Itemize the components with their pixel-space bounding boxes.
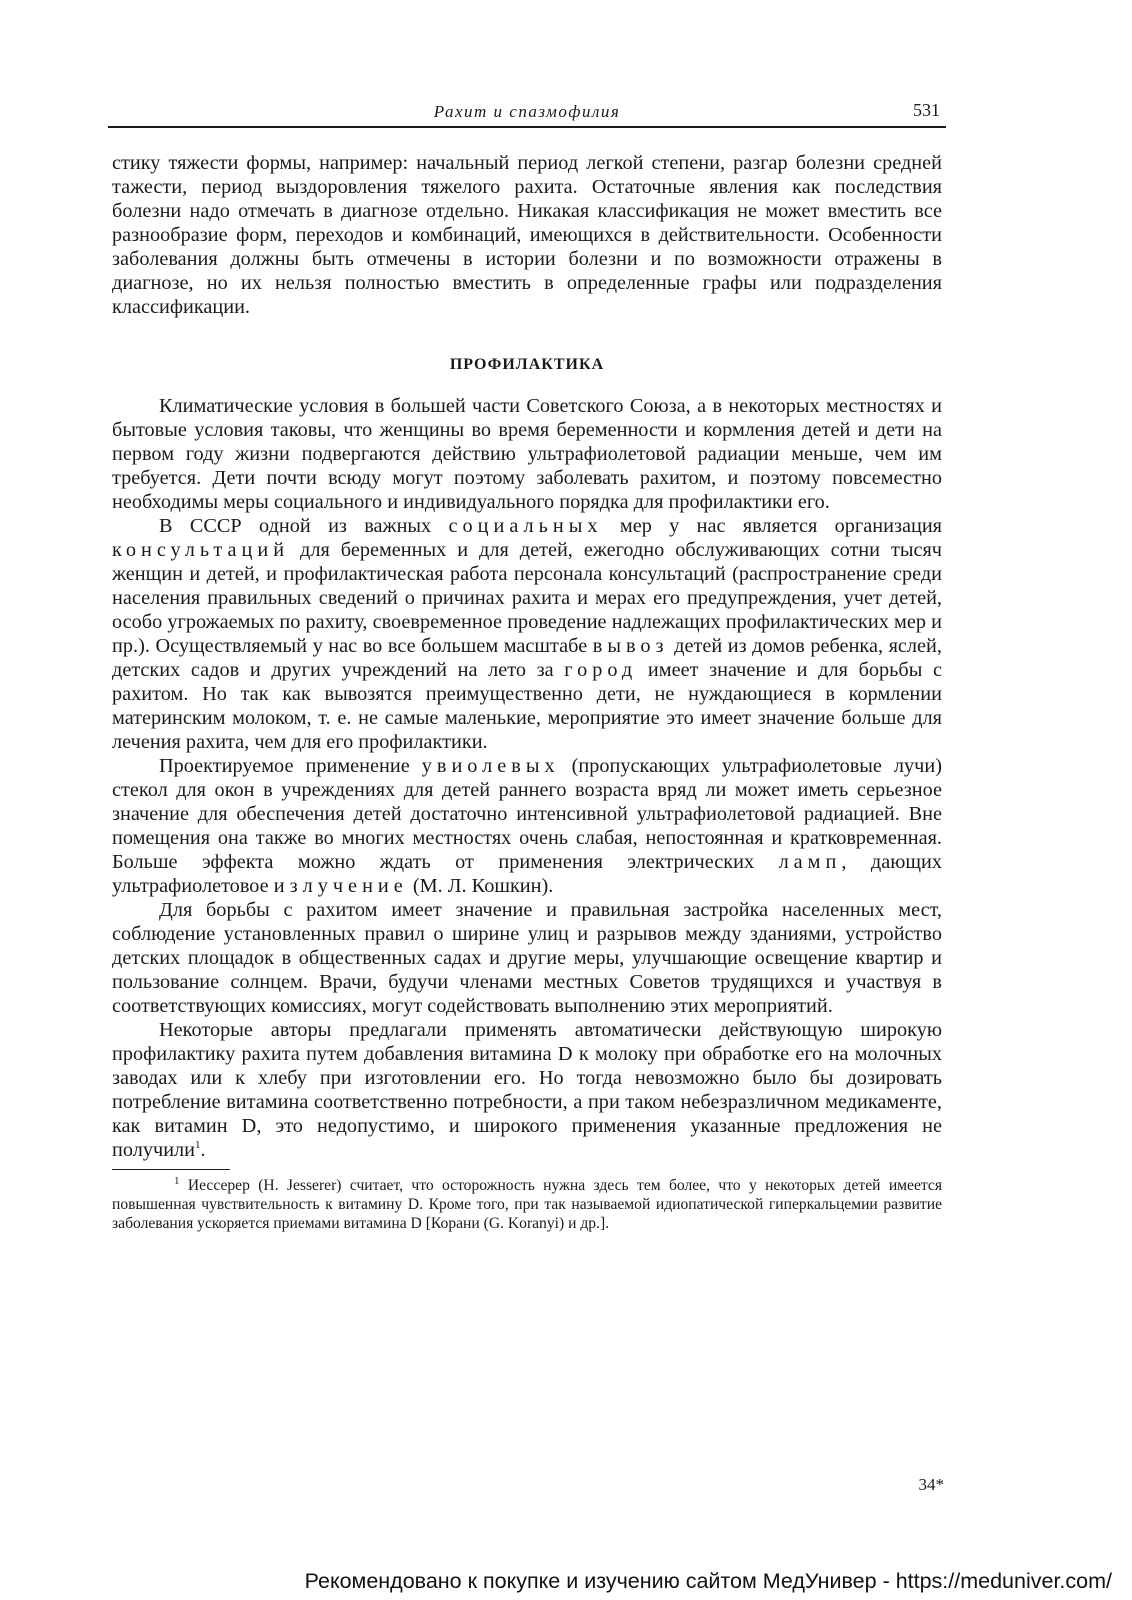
paragraph-5-end: . bbox=[200, 1139, 206, 1161]
emphasis-uviol: увиолевых bbox=[421, 755, 560, 777]
section-heading: ПРОФИЛАКТИКА bbox=[449, 356, 605, 373]
emphasis-social: социальных bbox=[448, 515, 603, 537]
paragraph-2-text: мер у нас является организация bbox=[602, 515, 942, 537]
running-title: Рахит и спазмофилия bbox=[433, 102, 621, 121]
paragraph-3-text: (пропускающих ультрафиолетовые лучи) стекол для окон в учреждениях для детей раннего возраста вряд ли может иметь серьезное значение для обеспечения детей достаточно интенсивной ультрафиолетовой радиацией. Вне помещения она также во многих местностях очень слабая, непостоянная и кратковременная. Больше эффекта можно ждать от применения электрических bbox=[112, 755, 942, 873]
footnote bbox=[112, 1176, 942, 1233]
signature-mark: 34* bbox=[918, 1475, 944, 1494]
emphasis-consultations: консультаций bbox=[112, 539, 290, 561]
emphasis-radiation: излучение bbox=[273, 875, 408, 897]
footnote-text: Иессерер (H. Jesserer) считает, что осторожность нужна здесь тем более, что у некоторых детей имеется повышенная чувствительность к витамину D. Кроме того, при так называемой идиопатической гиперкальцемии развитие заболевания ускоряется приемами витамина D [Корани (G. Koranyi) и др.]. bbox=[112, 1177, 942, 1232]
paragraph-1: Климатические условия в большей части Советского Союза, а в некоторых местностях и бытовые условия таковы, что женщины во время беременности и кормления детей и дети на первом году жизни подвергаются действию ультрафиолетовой радиации меньше, чем им требуется. Дети почти всюду могут поэтому заболевать рахитом, и поэтому повсеместно необходимы меры социального и индивидуального порядка для профилактики его. bbox=[112, 395, 942, 513]
intro-paragraph: стику тяжести формы, например: начальный период легкой степени, разгар болезни средней тажести, период выздоровления тяжелого рахита. Остаточные явления как последствия болезни надо отмечать в диагнозе отдельно. Никакая классификация не может вместить все разнообразие форм, переходов и комбинаций, имеющихся в действительности. Особенности заболевания должны быть отмечены в истории болезни и по возможности отражены в диагнозе, но их нельзя полностью вместить в определенные графы или подразделения классификации. bbox=[112, 152, 942, 318]
emphasis-lamps: ламп bbox=[778, 851, 842, 873]
paragraph-3-text: , дающих ультрафиолетовое bbox=[112, 851, 942, 897]
footnote-mark: 1 bbox=[174, 1174, 180, 1187]
paragraph-2-text: для беременных и для детей, ежегодно обслуживающих сотни тысяч женщин и детей, и профилактическая работа персонала консультаций (распространение среди населения правильных сведений о причинах рахита и мерах его предупреждения, учет детей, особо угрожаемых по рахиту, своевременное проведение надлежащих профилактических мер и пр.). Осуществляемый у нас во все большем масштабе bbox=[112, 539, 942, 657]
paragraph-4: Для борьбы с рахитом имеет значение и правильная застройка населенных мест, соблюдение установленных правил о ширине улиц и разрывов между зданиями, устройство детских площадок в общественных садах и другие меры, улучшающие освещение квартир и пользование солнцем. Врачи, будучи членами местных Советов трудящихся и участвуя в соответствующих комиссиях, могут содействовать выполнению этих мероприятий. bbox=[112, 899, 942, 1017]
paragraph-2 bbox=[112, 514, 942, 754]
paragraph-3 bbox=[112, 754, 942, 898]
watermark: Рекомендовано к покупке и изучению сайтом МедУнивер - https://meduniver.com/ bbox=[304, 1569, 1112, 1593]
paragraph-2-text: имеет значение и для борьбы с рахитом. Но так как вывозятся преимущественно дети, не нуждающиеся в кормлении материнским молоком, т. е. не самые маленькие, мероприятие это имеет значение больше для лечения рахита, чем для его профилактики. bbox=[112, 659, 942, 753]
paragraph-3-text: (М. Л. Кошкин). bbox=[407, 875, 554, 897]
page-number: 531 bbox=[913, 100, 940, 120]
paragraph-2-text: детей из домов ребенка, яслей, детских садов и других учреждений на лето за bbox=[112, 635, 942, 681]
paragraph-5-text: Некоторые авторы предлагали применять автоматически действующую широкую профилактику рахита путем добавления витамина D к молоку при обработке его на молочных заводах или к хлебу при изготовлении его. Но тогда невозможно было бы дозировать потребление витамина соответственно потребности, а при таком небезразличном медикаменте, как витамин D, это недопустимо, и широкого применения указанные предложения не получили bbox=[112, 1019, 942, 1161]
emphasis-city: город bbox=[564, 659, 638, 681]
footnote-divider bbox=[112, 1169, 230, 1170]
running-head bbox=[108, 100, 946, 128]
emphasis-removal: вывоз bbox=[592, 635, 669, 657]
paragraph-3-text: Проектируемое применение bbox=[159, 755, 422, 777]
footnote-reference[interactable]: 1 bbox=[195, 1139, 201, 1152]
paragraph-2-text: В СССР одной из важных bbox=[159, 515, 449, 537]
paragraph-5 bbox=[112, 1018, 942, 1162]
body-text bbox=[112, 151, 942, 1233]
